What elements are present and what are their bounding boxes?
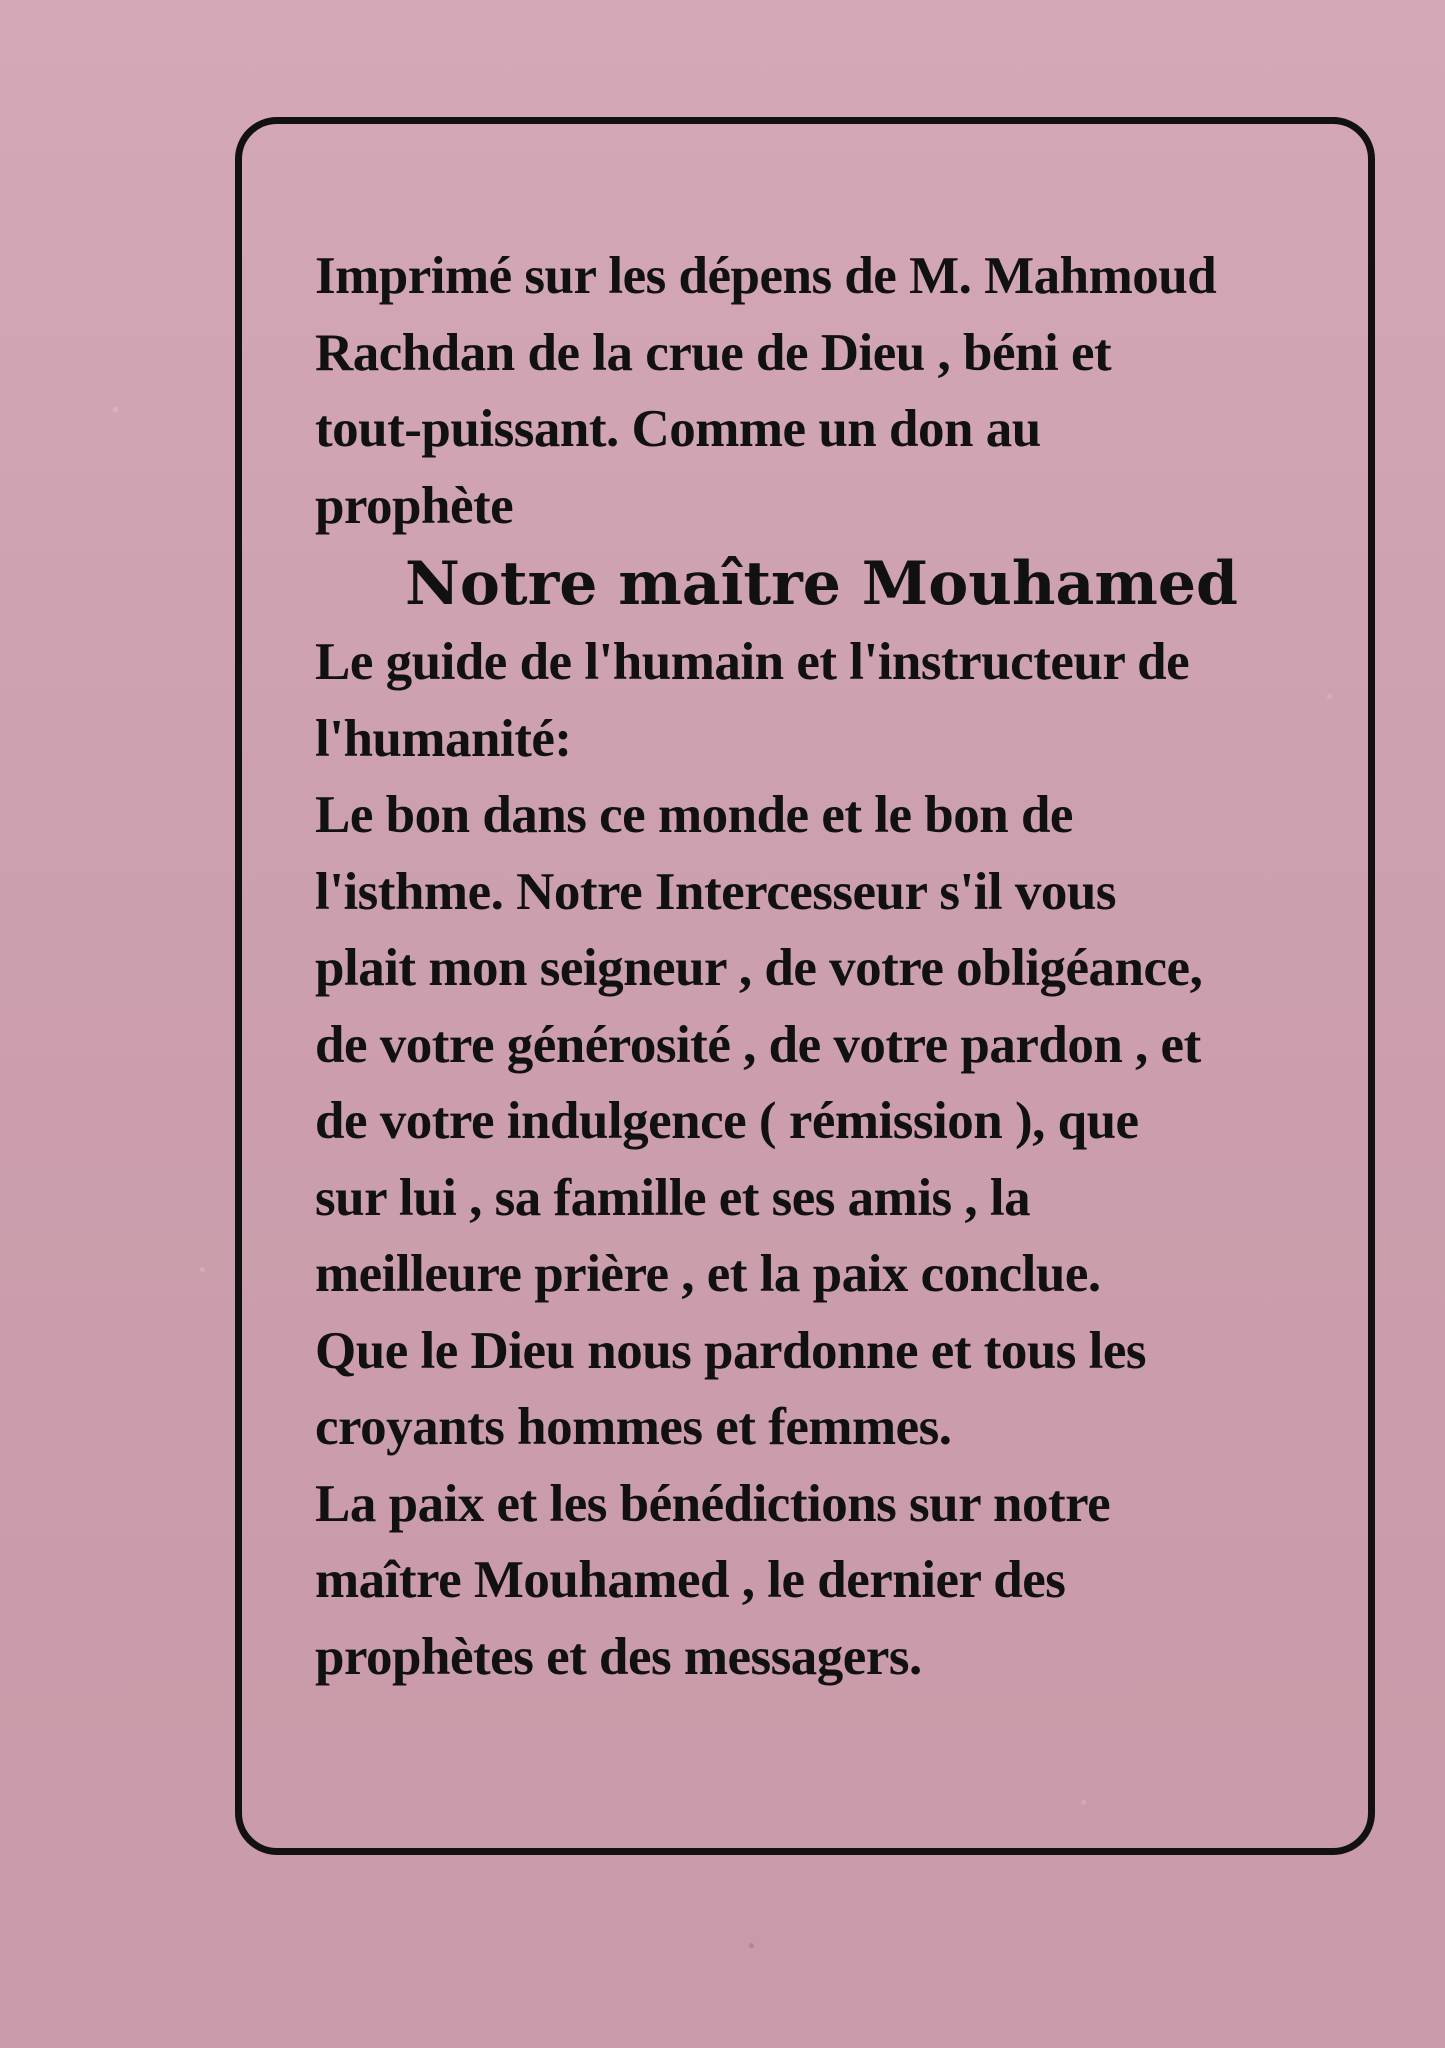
body-line: l'isthme. Notre Intercesseur s'il vous xyxy=(315,862,1116,921)
body-line: croyants hommes et femmes. xyxy=(315,1398,952,1456)
body-line: prophètes et des messagers. xyxy=(315,1627,922,1686)
body-line: Que le Dieu nous pardonne et tous les xyxy=(315,1321,1147,1380)
body-line: La paix et les bénédictions sur notre xyxy=(315,1474,1111,1533)
intro-line: Rachdan de la crue de Dieu , béni et xyxy=(315,323,1112,382)
body-line: Le bon dans ce monde et le bon de xyxy=(315,786,1073,844)
intro-line: tout-puissant. Comme un don au xyxy=(315,400,1041,458)
dedication-text-block xyxy=(315,238,1325,1695)
intro-line: prophète xyxy=(315,476,514,535)
body-line: de votre générosité , de votre pardon , et xyxy=(315,1015,1201,1074)
body-line: maître Mouhamed , le dernier des xyxy=(315,1551,1066,1609)
intro-line: Imprimé sur les dépens de M. Mahmoud xyxy=(315,247,1217,305)
heading-title: Notre maître Mouhamed xyxy=(405,549,1238,619)
body-line: plait mon seigneur , de votre obligéance, xyxy=(315,939,1203,997)
body-line: Le guide de l'humain et l'instructeur de xyxy=(315,633,1190,691)
body-line: sur lui , sa famille et ses amis , la xyxy=(315,1168,1031,1227)
body-line: l'humanité: xyxy=(315,709,572,768)
body-line: meilleure prière , et la paix conclue. xyxy=(315,1245,1101,1303)
body-line: de votre indulgence ( rémission ), que xyxy=(315,1092,1139,1150)
